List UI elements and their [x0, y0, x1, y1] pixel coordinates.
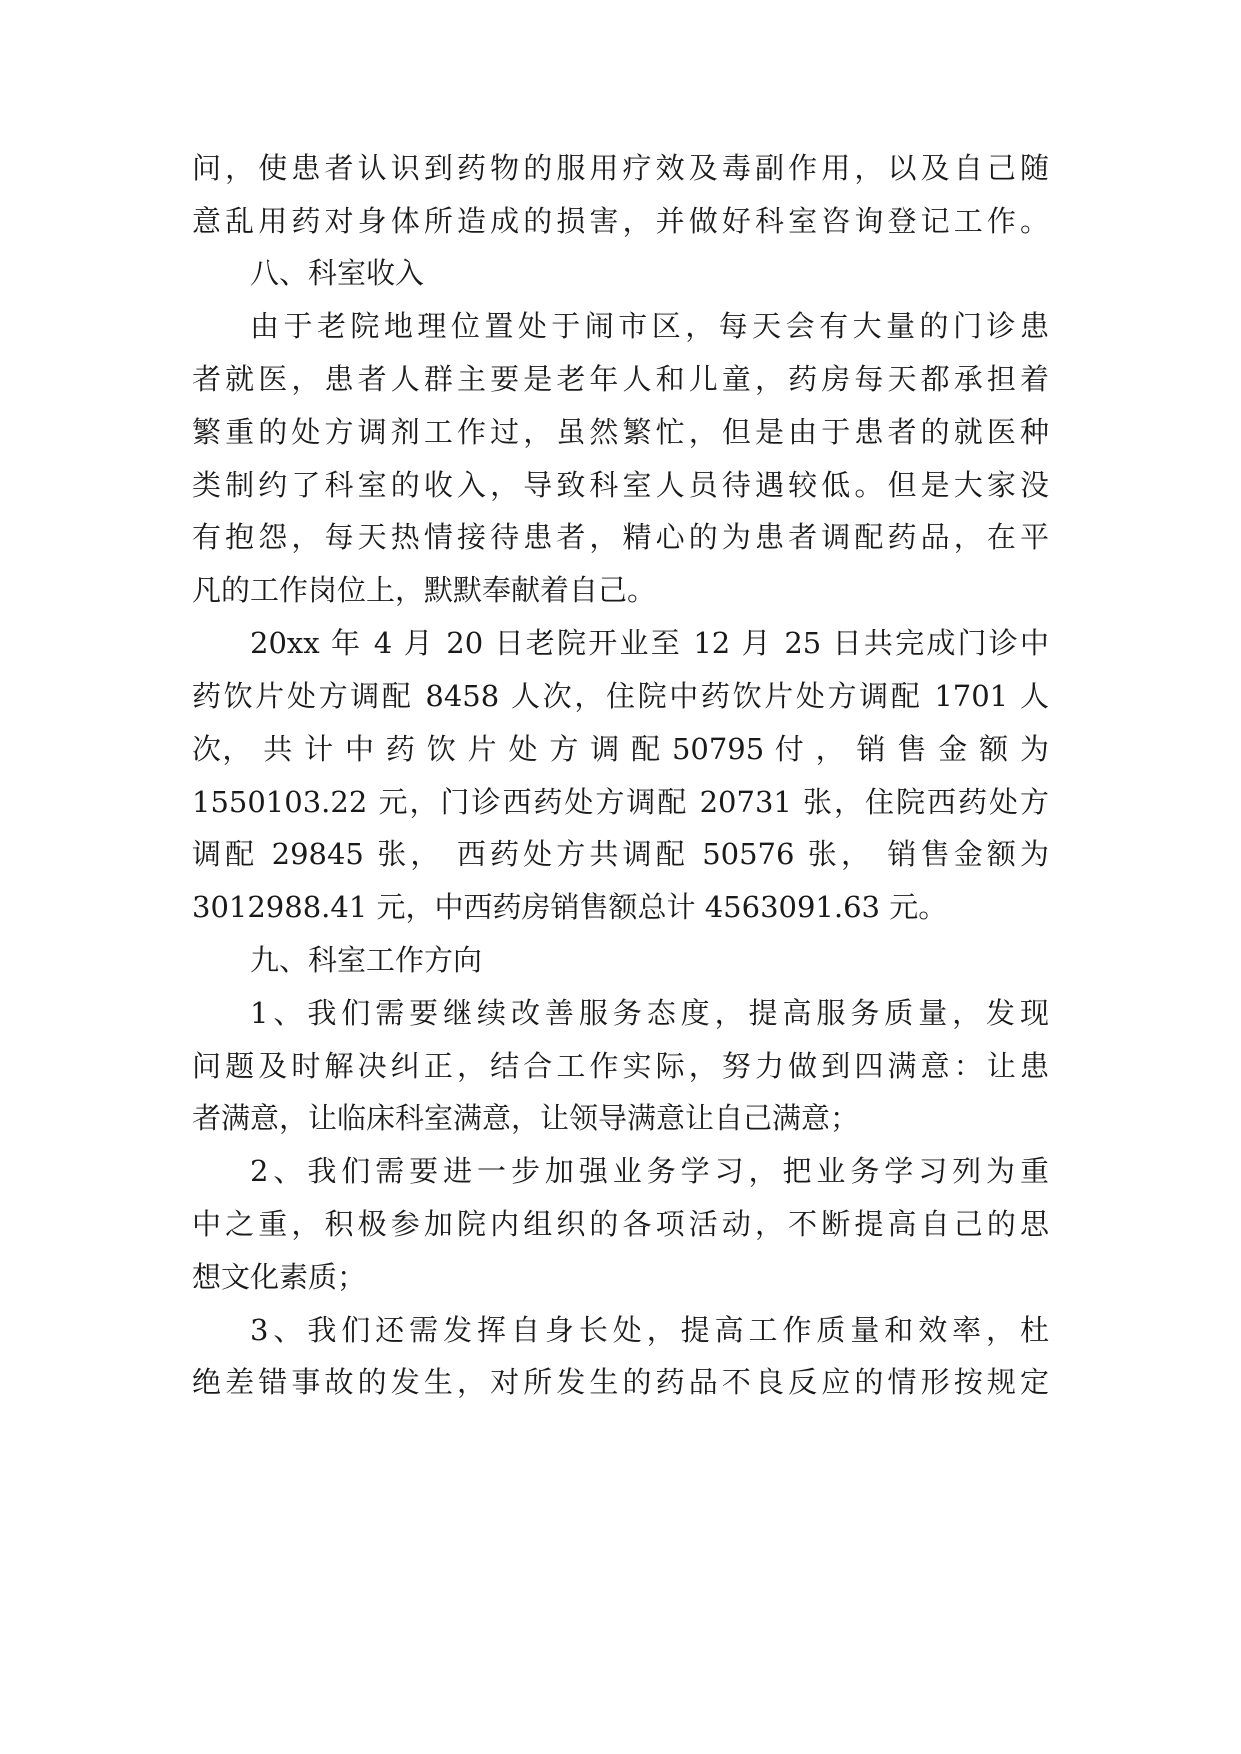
- body-line: 繁重的处方调剂工作过，虽然繁忙，但是由于患者的就医种: [192, 415, 1049, 449]
- body-line: 凡的工作岗位上，默默奉献着自己。: [192, 573, 657, 607]
- body-line: 绝差错事故的发生，对所发生的药品不良反应的情形按规定: [192, 1365, 1049, 1399]
- body-line: 中之重，积极参加院内组织的各项活动，不断提高自己的思: [192, 1207, 1049, 1241]
- section-heading-income: 八、科室收入: [250, 256, 425, 290]
- body-line: 类制约了科室的收入，导致科室人员待遇较低。但是大家没: [192, 468, 1049, 502]
- body-line: 意乱用药对身体所造成的损害，并做好科室咨询登记工作。: [192, 204, 1049, 238]
- body-line: 3、我们还需发挥自身长处，提高工作质量和效率，杜: [250, 1313, 1049, 1347]
- body-line: 3012988.41 元，中西药房销售额总计 4563091.63 元。: [192, 890, 948, 924]
- body-line: 调配 29845 张， 西药处方共调配 50576 张， 销售金额为: [192, 837, 1049, 871]
- body-line: 药饮片处方调配 8458 人次，住院中药饮片处方调配 1701 人: [192, 679, 1049, 713]
- body-line: 1、我们需要继续改善服务态度，提高服务质量，发现: [250, 996, 1049, 1030]
- body-line: 问，使患者认识到药物的服用疗效及毒副作用，以及自己随: [192, 151, 1049, 185]
- body-line: 者满意，让临床科室满意，让领导满意让自己满意；: [192, 1101, 860, 1135]
- body-line: 20xx 年 4 月 20 日老院开业至 12 月 25 日共完成门诊中: [250, 626, 1049, 660]
- body-line: 次， 共 计 中 药 饮 片 处 方 调 配 50795 付 ， 销 售 金 额 为: [192, 732, 1049, 766]
- body-line: 由于老院地理位置处于闹市区，每天会有大量的门诊患: [250, 309, 1049, 343]
- body-line: 1550103.22 元，门诊西药处方调配 20731 张，住院西药处方: [192, 785, 1049, 819]
- section-heading-direction: 九、科室工作方向: [250, 943, 483, 977]
- body-line: 想文化素质；: [192, 1260, 367, 1294]
- body-line: 有抱怨，每天热情接待患者，精心的为患者调配药品，在平: [192, 520, 1049, 554]
- body-line: 2、我们需要进一步加强业务学习，把业务学习列为重: [250, 1154, 1049, 1188]
- body-line: 者就医，患者人群主要是老年人和儿童，药房每天都承担着: [192, 362, 1049, 396]
- body-line: 问题及时解决纠正，结合工作实际，努力做到四满意：让患: [192, 1049, 1049, 1083]
